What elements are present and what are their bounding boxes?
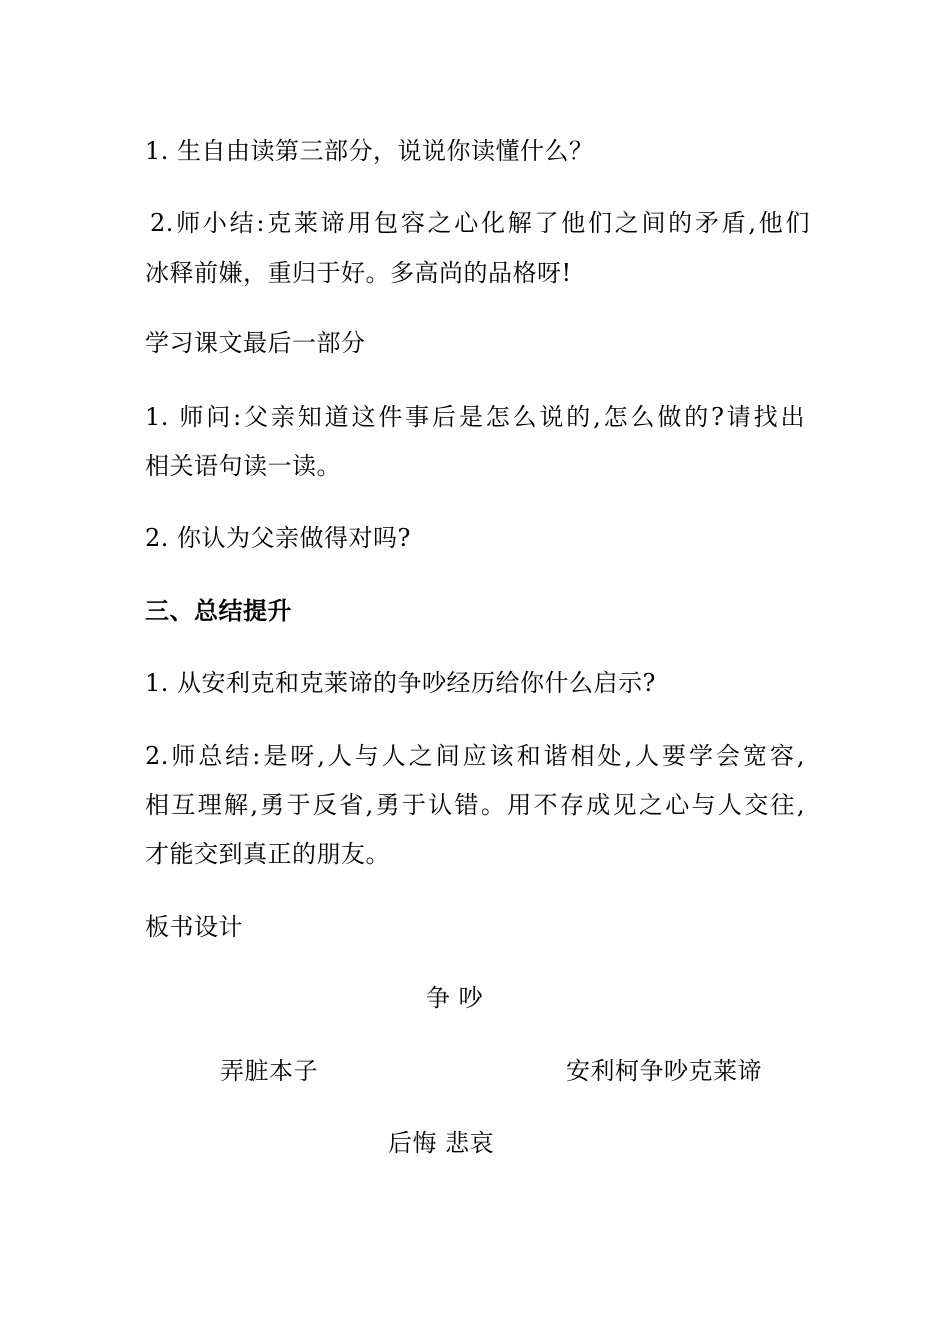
last-part-question-1-line-2: 相关语句读一读。: [145, 452, 341, 480]
section-three-summary-line-1: 2.师总结:是呀,人与人之间应该和谐相处,人要学会宽容,: [145, 742, 805, 770]
board-left-text: 弄脏本子: [220, 1057, 318, 1085]
board-title: 争 吵: [426, 984, 484, 1012]
part3-summary-line-2: 冰释前嫌，重归于好。多高尚的品格呀!: [145, 259, 572, 287]
section-three-summary-line-3: 才能交到真正的朋友。: [145, 840, 390, 868]
section-three-summary-line-2: 相互理解,勇于反省,勇于认错。用不存成见之心与人交往,: [145, 791, 805, 819]
last-part-heading: 学习课文最后一部分: [145, 329, 366, 357]
board-bottom-text: 后悔 悲哀: [388, 1129, 495, 1157]
part3-summary-line-1: 2.师小结:克莱谛用包容之心化解了他们之间的矛盾,他们: [150, 209, 810, 237]
board-right-text: 安利柯争吵克莱谛: [566, 1057, 762, 1085]
last-part-question-2: 2. 你认为父亲做得对吗?: [145, 524, 411, 552]
board-design-heading: 板书设计: [145, 913, 243, 941]
last-part-question-1-line-1: 1. 师问:父亲知道这件事后是怎么说的,怎么做的?请找出: [145, 403, 805, 431]
section-three-question-1: 1. 从安利克和克莱谛的争吵经历给你什么启示?: [145, 669, 656, 697]
part3-question-1: 1. 生自由读第三部分，说说你读懂什么？: [145, 137, 594, 165]
section-three-heading: 三、总结提升: [145, 597, 292, 625]
